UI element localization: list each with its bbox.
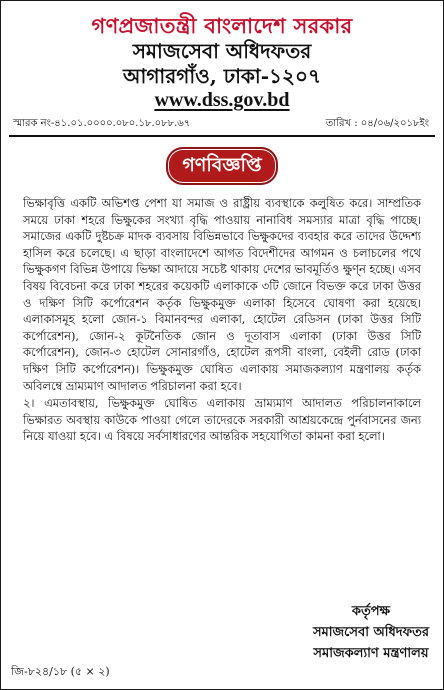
notice-body [23,195,421,445]
signature-block [313,601,429,664]
signature-department: সমাজসেবা অধিদফতর [312,625,429,640]
government-title: গণপ্রজাতন্ত্রী বাংলাদেশ সরকার [91,13,353,38]
memo-number: স্মারক নং-৪১.০১.০০০০.০৮০.১৮.০৮৮.৬৭ [13,118,191,129]
signature-authority: কর্তৃপক্ষ [351,604,391,619]
signature-ministry: সমাজকল্যাণ মন্ত্রণালয় [313,646,429,661]
office-address: আগারগাঁও, ঢাকা-১২০৭ [123,64,321,88]
banner-wrapper [1,147,443,183]
notice-paragraph-2: ২। এমতাবস্থায়, ভিক্ষুকমুক্ত ঘোষিত এলাকায় ভ্রাম্যমাণ আদালত পরিচালনাকালে ভিক্ষারত অবস্থায় কাউকে পাওয়া গেলে তাদেরকে সরকারী আশ্রয়কেন্দ্রে পুর্নবাসনের জন্য নিয়ে যাওয়া হবে। এ বিষয়ে সর্বসাধারণের আন্তরিক সহযোগিতা কামনা করা হলো। [23,396,421,444]
department-title: সমাজসেবা অধিদফতর [132,39,312,63]
website-link[interactable]: www.dss.gov.bd [154,89,290,111]
header-divider [9,135,435,137]
public-notice-banner: গণবিজ্ঞপ্তি [166,147,277,185]
memo-row [1,111,443,131]
notice-header [1,13,443,111]
notice-date: তারিখ : ০৪/০৬/২০১৮ইং [325,118,429,129]
ad-reference-code: জি-৮২৪/১৮ (৫ × ২) [11,665,110,678]
notice-paragraph-1: ভিক্ষাবৃত্তি একটি অভিশপ্ত পেশা যা সমাজ ও রাষ্ট্রীয় ব্যবস্থাকে কলুষিত করে। সাম্প্রতিক সময়ে ঢাকা শহরে ভিক্ষুকের সংখ্যা বৃদ্ধি পাওয়ায় নানাবিধ সমস্যার মাত্রা বৃদ্ধি পাচ্ছে। সমাজের একটি দুষ্টচক্র মাদক ব্যবসায় বিভিন্নভাবে ভিক্ষুকদের ব্যবহার করে তাদের উদ্দেশ্য হাসিল করে চলেছে। এ ছাড়া বাংলাদেশে আগত বিদেশীদের আগমন ও চলাচলের পথে ভিক্ষুকগণ বিভিন্ন উপায়ে ভিক্ষা আদায়ে সচেষ্ট থাকায় দেশের ভাবমূর্তিও ক্ষুণ্ন হচ্ছে। এসব বিষয় বিবেচনা করে ঢাকা শহরের কয়েকটি এলাকাকে ৩টি জোনে বিভক্ত করে ঢাকা উত্তর ও দক্ষিণ সিটি কর্পোরেশন কর্তৃক ভিক্ষুকমুক্ত এলাকা হিসেবে ঘোষণা করা হয়েছে। এলাকাসমূহ হলো জোন-১ বিমানবন্দর এলাকা, হোটেল রেডিসন (ঢাকা উত্তর সিটি কর্পোরেশন), জোন-২ কূটনৈতিক জোন ও দূতাবাস এলাকা (ঢাকা উত্তর সিটি কর্পোরেশন), জোন-৩ হোটেল সোনারগাঁও, হোটেল রূপসী বাংলা, বেইলী রোড (ঢাকা দক্ষিণ সিটি কর্পোরেশন)। ভিক্ষুকমুক্ত ঘোষিত এলাকায় সমাজকল্যাণ মন্ত্রণালয় কর্তৃক অবিলম্বে ভ্রাম্যমাণ আদালত পরিচালনা করা হবে। [23,196,421,393]
